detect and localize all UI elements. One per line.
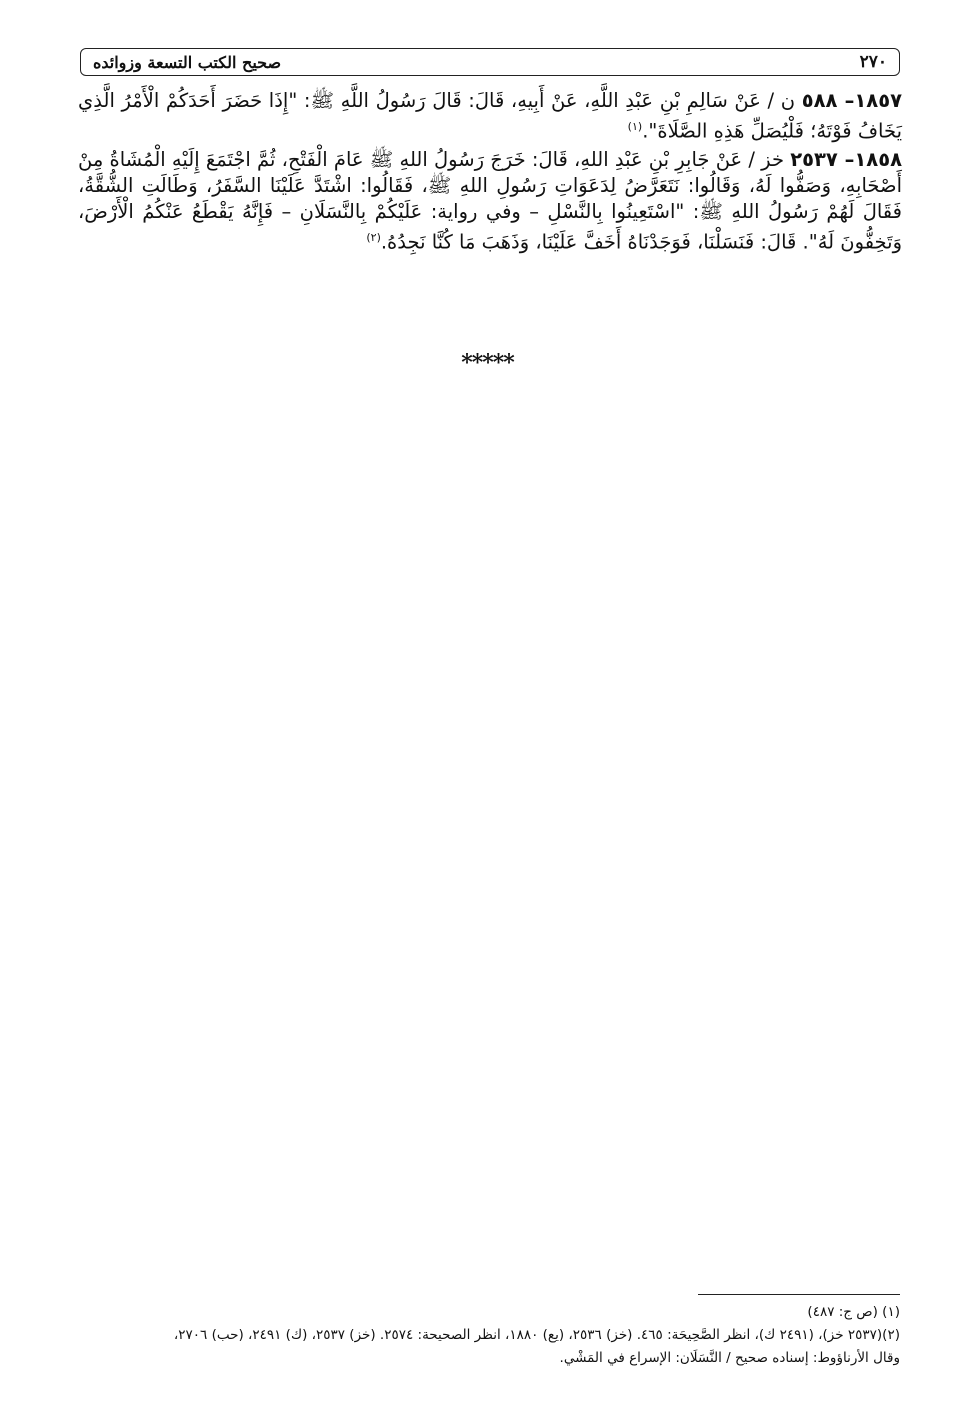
page-number: ٢٧٠ bbox=[859, 52, 887, 72]
footnote-1: (١) (ص ج: ٤٨٧) bbox=[807, 1304, 900, 1320]
main-text bbox=[78, 88, 902, 257]
footnote-ref: (١) bbox=[627, 120, 643, 133]
footnote-divider bbox=[698, 1294, 900, 1295]
footnote-2-continued: وقال الأرناؤوط: إسناده صحيح / النَّسَلَان: الإسراع في المَشْي. bbox=[559, 1350, 900, 1366]
footnote-2: (٢)(٢٥٣٧ خز)، (٢٤٩١ ك)، انظر الصَّحِيحَة: ٤٦٥. (خز) ٢٥٣٦، (يع) ١٨٨٠، انظر الصحيحة: ٢٥٧٤. (خز) ٢٥٣٧، (ك) ٢٤٩١، (حب) ٢٧٠٦، bbox=[173, 1327, 900, 1343]
hadith-entry bbox=[78, 88, 902, 145]
book-title: صحيح الكتب التسعة وزوائده bbox=[93, 52, 282, 72]
hadith-text: خز / عَنْ جَابِرِ بْنِ عَبْدِ اللهِ، قَالَ: خَرَجَ رَسُولُ اللهِ ﷺ عَامَ الْفَتْحِ، ثُمَّ اجْتَمَعَ إِلَيْهِ الْمُشَاةُ مِنْ أَصْحَابِهِ، وَصَفُّوا لَهُ، وَقَالُوا: نَتَعَرَّضُ لِدَعَوَاتِ رَسُولِ اللهِ ﷺ، فَقَالُوا: اشْتَدَّ عَلَيْنَا السَّفَرُ، وَطَالَتِ الشُّقَّةُ، فَقَالَ لَهُمْ رَسُولُ اللهِ ﷺ: "اسْتَعِينُوا بِالنَّسْلِ – وفي رواية: عَلَيْكُمْ بِالنَّسَلَانِ – فَإِنَّهُ يَقْطَعُ عَنْكُمُ الْأَرْضَ، وَتَخِفُّونَ لَهُ". قَالَ: فَنَسَلْنَا، فَوَجَدْنَاهُ أَخَفَّ عَلَيْنَا، وَذَهَبَ مَا كُنَّا نَجِدُهُ. bbox=[78, 147, 902, 253]
footnotes bbox=[78, 1301, 900, 1370]
section-separator: ***** bbox=[461, 350, 514, 376]
footnote-ref: (٢) bbox=[366, 230, 381, 244]
hadith-number: ١٨٥٧– ٥٨٨ bbox=[801, 89, 903, 112]
hadith-entry bbox=[78, 147, 902, 256]
hadith-text: ن / عَنْ سَالِمِ بْنِ عَبْدِ اللَّهِ، عَنْ أَبِيهِ، قَالَ: قَالَ رَسُولُ اللَّهِ ﷺ: "إِذَا حَضَرَ أَحَدَكُمْ الْأَمْرُ الَّذِي يَخَافُ فَوْتَهُ؛ فَلْيُصَلِّ هَذِهِ الصَّلَاةَ". bbox=[78, 89, 902, 143]
page-header bbox=[80, 48, 900, 76]
hadith-number: ١٨٥٨– ٢٥٣٧ bbox=[790, 147, 902, 171]
